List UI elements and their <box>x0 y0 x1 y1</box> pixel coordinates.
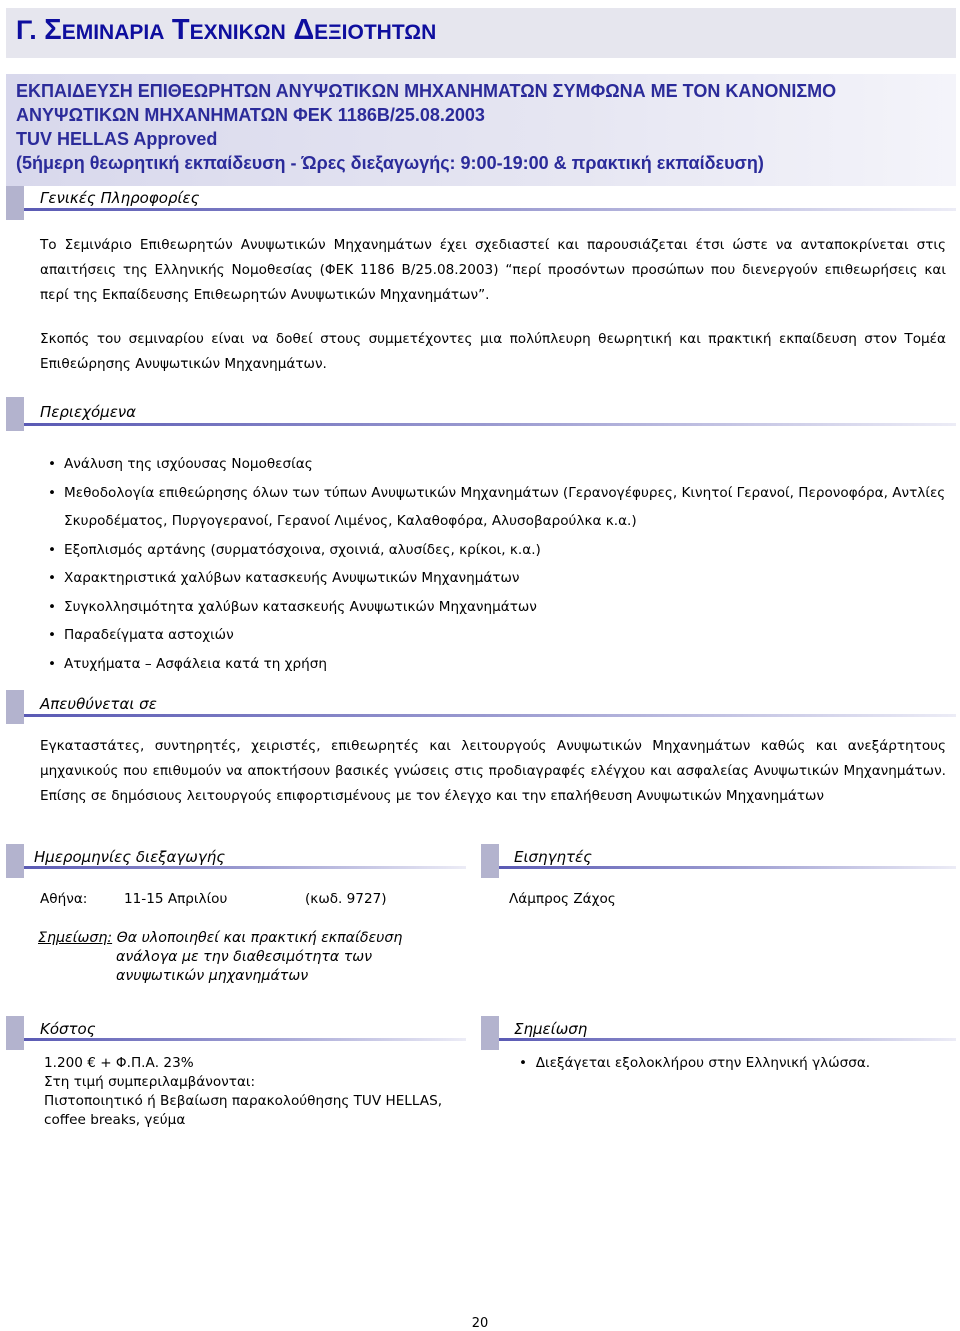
section-divider <box>499 1038 956 1041</box>
dates-note-line-3: ανυψωτικών μηχανημάτων <box>116 968 309 984</box>
cost-line-3: Πιστοποιητικό ή Βεβαίωση παρακολούθησης TUV HELLAS, <box>44 1093 443 1109</box>
section-divider <box>499 866 956 869</box>
header-line-4: (5ήμερη θεωρητική εκπαίδευση - Ώρες διεξαγωγής: 9:00-19:00 & πρακτική εκπαίδευση) <box>16 153 764 173</box>
section-marker <box>6 397 24 431</box>
section-divider <box>24 714 956 717</box>
header-line-3: TUV HELLAS Approved <box>16 129 218 149</box>
section-heading-audience: Απευθύνεται σε <box>40 695 157 713</box>
dates-city: Αθήνα: <box>40 891 88 907</box>
section-marker <box>481 844 499 878</box>
list-item: • Συγκολλησιμότητα χαλύβων κατασκευής Ανυψωτικών Μηχανημάτων <box>48 593 948 622</box>
dates-note-line-2: ανάλογα με την διαθεσιμότητα των <box>116 949 373 965</box>
page-title <box>16 14 436 47</box>
section-heading-remark: Σημείωση <box>514 1020 588 1038</box>
section-marker <box>6 1016 24 1050</box>
title-rest-3: ΕΞΙΟΤΗΤΩΝ <box>314 21 437 44</box>
list-item: • Χαρακτηριστικά χαλύβων κατασκευής Ανυψωτικών Μηχανημάτων <box>48 564 948 593</box>
audience-paragraph: Εγκαταστάτες, συντηρητές, χειριστές, επιθεωρητές και λειτουργούς Ανυψωτικών Μηχανημάτων καθώς και ανεξάρτητους μηχανικούς που επιθυμούν να αποκτήσουν βασικές γνώσεις στις προδιαγραφές ελέγχου και ασφαλείας Ανυψωτικών Μηχανημάτων. Επίσης σε δημόσιους λειτουργούς επιφορτισμένους με τον έλεγχο και την επαλήθευση Ανυψωτικών Μηχανημάτων <box>40 738 946 804</box>
section-heading-dates: Ημερομηνίες διεξαγωγής <box>34 848 226 866</box>
header-line-2: ΑΝΥΨΩΤΙΚΩΝ ΜΗΧΑΝΗΜΑΤΩΝ ΦΕΚ 1186Β/25.08.2003 <box>16 105 485 125</box>
general-paragraph-2: Σκοπός του σεμιναρίου είναι να δοθεί στους συμμετέχοντες μια πολύπλευρη θεωρητική και πρακτική εκπαίδευση στον Τομέα Επιθεώρησης Ανυψωτικών Μηχανημάτων. <box>40 331 946 372</box>
list-item: • Εξοπλισμός αρτάνης (συρματόσχοινα, σχοινιά, αλυσίδες, κρίκοι, κ.α.) <box>48 536 948 565</box>
remark-bullet <box>519 1055 870 1071</box>
section-heading-general: Γενικές Πληροφορίες <box>40 189 200 207</box>
list-item: • Ανάλυση της ισχύουσας Νομοθεσίας <box>48 450 948 479</box>
remark-text: Διεξάγεται εξολοκλήρου στην Ελληνική γλώσσα. <box>535 1055 871 1071</box>
page-number: 20 <box>471 1316 489 1331</box>
list-item: • Μεθοδολογία επιθεώρησης όλων των τύπων Ανυψωτικών Μηχανημάτων (Γερανογέφυρες, Κινητοί Γερανοί, Περονοφόρα, Αντλίες Σκυροδέματος, Πυργογερανοί, Γερανοί Λιμένος, Καλαθοφόρα, Αλυσοβαρούλκα κ.α.) <box>48 479 948 536</box>
section-marker <box>6 186 24 220</box>
section-divider <box>24 208 956 211</box>
section-marker <box>481 1016 499 1050</box>
section-heading-contents: Περιεχόμενα <box>40 403 137 421</box>
bullet-dot: • <box>519 1055 528 1071</box>
dates-note <box>38 929 402 948</box>
section-divider <box>24 1038 466 1041</box>
title-initial-1: Σ <box>44 14 62 46</box>
section-heading-cost: Κόστος <box>40 1020 96 1038</box>
cost-line-2: Στη τιμή συμπεριλαμβάνονται: <box>44 1074 256 1090</box>
title-initial-3: Δ <box>293 14 315 46</box>
dates-code: (κωδ. 9727) <box>305 891 387 907</box>
cost-line-4: coffee breaks, γεύμα <box>44 1112 186 1128</box>
section-marker <box>6 844 24 878</box>
cost-line-1: 1.200 € + Φ.Π.Α. 23% <box>44 1055 194 1071</box>
dates-range: 11-15 Απριλίου <box>124 891 228 907</box>
title-rest-1: ΕΜΙΝΑΡΙΑ <box>61 21 165 44</box>
section-marker <box>6 690 24 724</box>
general-paragraph-1: Το Σεμινάριο Επιθεωρητών Ανυψωτικών Μηχανημάτων έχει σχεδιαστεί και παρουσιάζεται έτσι ώστε να ανταποκρίνεται στις απαιτήσεις της Ελληνικής Νομοθεσίας (ΦΕΚ 1186 Β/25.08.2003) “περί προσόντων προσώπων που διενεργούν επιθεωρήσεις και περί της Εκπαίδευσης Επιθεωρητών Ανυψωτικών Μηχανημάτων”. <box>40 237 946 303</box>
title-prefix: Γ. <box>16 15 37 45</box>
section-heading-speakers: Εισηγητές <box>514 848 592 866</box>
contents-list <box>48 450 948 678</box>
speaker-name: Λάμπρος Ζάχος <box>509 891 616 907</box>
title-initial-2: Τ <box>171 14 190 46</box>
title-rest-2: ΕΧΝΙΚΩΝ <box>189 21 286 44</box>
section-divider <box>24 423 956 426</box>
dates-note-label: Σημείωση: <box>38 930 113 946</box>
dates-note-line-1: Θα υλοποιηθεί και πρακτική εκπαίδευση <box>116 930 403 946</box>
header-line-1: ΕΚΠΑΙΔΕΥΣΗ ΕΠΙΘΕΩΡΗΤΩΝ ΑΝΥΨΩΤΙΚΩΝ ΜΗΧΑΝΗΜΑΤΩΝ ΣΥΜΦΩΝΑ ΜΕ ΤΟΝ ΚΑΝΟΝΙΣΜΟ <box>16 81 837 101</box>
list-item: • Παραδείγματα αστοχιών <box>48 621 948 650</box>
section-divider <box>24 866 466 869</box>
list-item: • Ατυχήματα – Ασφάλεια κατά τη χρήση <box>48 650 948 679</box>
